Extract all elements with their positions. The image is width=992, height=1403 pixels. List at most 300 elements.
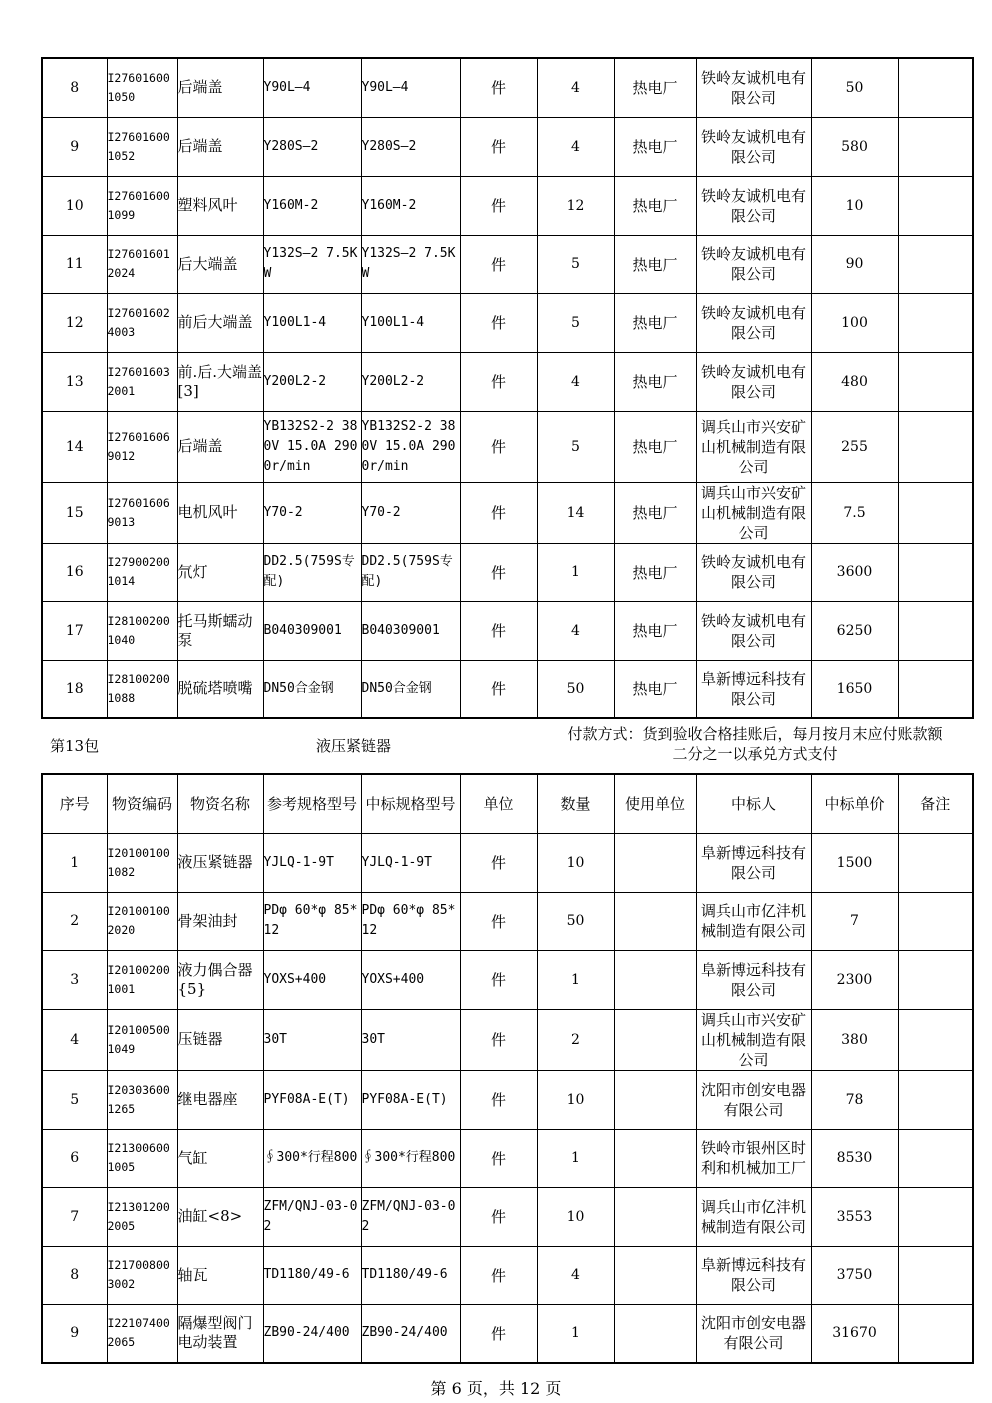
- cell-ref-spec-text: YB132S2-2 380V 15.0A 2900r/min: [263, 418, 358, 474]
- cell-seq: [42, 1304, 107, 1363]
- cell-seq-text: 14: [65, 438, 84, 455]
- cell-price: [811, 352, 898, 411]
- cell-winner: [696, 58, 811, 117]
- cell-price: [811, 293, 898, 352]
- cell-bid-spec: [361, 1304, 460, 1363]
- cell-qty-text: 14: [566, 504, 585, 521]
- cell-bid-spec-text: ∮300*行程800: [361, 1150, 456, 1165]
- cell-price: [811, 176, 898, 235]
- cell-ref-spec-text: ∮300*行程800: [263, 1150, 358, 1165]
- cell-user: [614, 411, 696, 482]
- cell-code: [107, 293, 177, 352]
- table-row: [42, 293, 973, 352]
- cell-code-text: I221074002065: [107, 1316, 170, 1350]
- cell-unit: [460, 892, 537, 950]
- cell-name: [177, 58, 263, 117]
- table-row: [42, 601, 973, 660]
- cell-bid-spec: [361, 892, 460, 950]
- cell-name: [177, 1304, 263, 1363]
- cell-qty: [537, 1246, 614, 1304]
- cell-price-text: 1500: [836, 854, 873, 871]
- cell-price-text: 50: [845, 79, 864, 96]
- package-13-table: [41, 773, 974, 1364]
- cell-seq-text: 12: [65, 314, 84, 331]
- cell-user: [614, 1129, 696, 1187]
- cell-seq-text: 7: [70, 1208, 80, 1225]
- cell-remark: [898, 833, 973, 892]
- cell-user: [614, 601, 696, 660]
- cell-ref-spec: [263, 1187, 361, 1246]
- cell-name-text: 继电器座: [177, 1090, 238, 1108]
- cell-qty: [537, 1304, 614, 1363]
- payment-terms-line2: 二分之一以承兑方式支付: [672, 745, 838, 763]
- cell-code-text: I279002001014: [107, 555, 170, 588]
- cell-qty-text: 1: [571, 971, 580, 988]
- cell-seq-text: 15: [65, 504, 84, 521]
- cell-name-text: 骨架油封: [177, 911, 238, 930]
- header-user: 使用单位: [614, 774, 696, 833]
- items-table-continued: [41, 57, 974, 719]
- cell-price: [811, 660, 898, 718]
- cell-seq-text: 8: [70, 1267, 80, 1283]
- cell-price: [811, 543, 898, 601]
- cell-unit: [460, 482, 537, 543]
- cell-user-text: 热电厂: [632, 373, 678, 391]
- cell-unit: [460, 660, 537, 718]
- cell-code: [107, 1246, 177, 1304]
- header-winner: 中标人: [696, 774, 811, 833]
- cell-seq: [42, 660, 107, 718]
- cell-bid-spec-text: Y280S—2: [361, 138, 417, 154]
- cell-user: [614, 1187, 696, 1246]
- cell-name: [177, 543, 263, 601]
- cell-winner-text: 沈阳市创安电器有限公司: [700, 1314, 806, 1353]
- cell-unit-text: 件: [490, 1266, 506, 1285]
- cell-unit-text: 件: [490, 255, 506, 274]
- cell-price-text: 8530: [836, 1150, 873, 1166]
- cell-ref-spec-text: Y200L2-2: [263, 373, 327, 389]
- cell-code-text: I276016012024: [107, 247, 170, 280]
- cell-name: [177, 482, 263, 543]
- cell-user: [614, 1304, 696, 1363]
- cell-name-text: 油缸<8>: [177, 1207, 243, 1225]
- cell-code: [107, 833, 177, 892]
- cell-ref-spec: [263, 543, 361, 601]
- cell-ref-spec: [263, 660, 361, 718]
- cell-seq-text: 13: [65, 373, 84, 390]
- cell-price: [811, 1187, 898, 1246]
- cell-name-text: 气缸: [177, 1148, 208, 1167]
- cell-user-text: 热电厂: [632, 622, 678, 640]
- cell-qty: [537, 411, 614, 482]
- header-code: 物资编码: [107, 774, 177, 833]
- cell-bid-spec-text: Y100L1-4: [361, 314, 425, 330]
- cell-winner: [696, 1070, 811, 1129]
- cell-winner: [696, 892, 811, 950]
- table-row: [42, 1129, 973, 1187]
- cell-user: [614, 660, 696, 718]
- cell-bid-spec: [361, 117, 460, 176]
- cell-seq-text: 6: [70, 1150, 80, 1166]
- cell-seq: [42, 58, 107, 117]
- cell-qty-text: 5: [571, 438, 580, 455]
- cell-name: [177, 1129, 263, 1187]
- cell-qty-text: 10: [566, 1208, 585, 1225]
- cell-qty: [537, 482, 614, 543]
- cell-price: [811, 1129, 898, 1187]
- cell-winner: [696, 1304, 811, 1363]
- cell-seq-text: 8: [70, 79, 80, 96]
- cell-price: [811, 1304, 898, 1363]
- cell-code: [107, 892, 177, 950]
- cell-unit-text: 件: [490, 79, 506, 98]
- cell-winner: [696, 1129, 811, 1187]
- cell-price-text: 1650: [836, 680, 873, 697]
- cell-remark: [898, 950, 973, 1009]
- table-row: [42, 1246, 973, 1304]
- cell-qty: [537, 601, 614, 660]
- table-row: [42, 117, 973, 176]
- cell-code: [107, 352, 177, 411]
- cell-price-text: 255: [841, 438, 868, 455]
- cell-qty: [537, 950, 614, 1009]
- cell-bid-spec-text: ZFM/QNJ-03-02: [361, 1198, 456, 1234]
- cell-qty: [537, 1129, 614, 1187]
- cell-user: [614, 482, 696, 543]
- cell-unit-text: 件: [490, 1324, 506, 1343]
- cell-code: [107, 176, 177, 235]
- cell-code-text: I201002001001: [107, 962, 170, 996]
- cell-qty: [537, 176, 614, 235]
- cell-code-text: I201001002020: [107, 904, 170, 937]
- cell-remark: [898, 482, 973, 543]
- cell-name: [177, 660, 263, 718]
- cell-bid-spec: [361, 293, 460, 352]
- cell-bid-spec: [361, 1070, 460, 1129]
- cell-code-text: I276016001052: [107, 129, 170, 163]
- cell-seq: [42, 950, 107, 1009]
- cell-unit: [460, 235, 537, 293]
- cell-code-text: I203036001265: [107, 1082, 170, 1116]
- cell-bid-spec-text: B040309001: [361, 622, 440, 638]
- cell-winner: [696, 176, 811, 235]
- cell-remark: [898, 176, 973, 235]
- cell-price-text: 2300: [836, 971, 873, 988]
- cell-ref-spec-text: ZB90-24/400: [263, 1325, 350, 1341]
- cell-bid-spec: [361, 58, 460, 117]
- cell-unit-text: 件: [490, 563, 506, 582]
- cell-user: [614, 892, 696, 950]
- cell-bid-spec-text: PYF08A-E(T): [361, 1091, 448, 1107]
- cell-qty-text: 1: [571, 1325, 580, 1342]
- cell-code-text: I276016024003: [107, 305, 170, 339]
- cell-ref-spec: [263, 833, 361, 892]
- cell-unit-text: 件: [490, 854, 506, 872]
- cell-qty-text: 1: [571, 1150, 580, 1166]
- cell-qty-text: 10: [566, 1091, 585, 1108]
- cell-price-text: 3600: [836, 564, 873, 580]
- cell-qty-text: 5: [571, 314, 580, 331]
- cell-code: [107, 235, 177, 293]
- cell-name-text: 前后大端盖: [177, 313, 253, 331]
- cell-name: [177, 892, 263, 950]
- cell-price: [811, 1009, 898, 1070]
- header-bid-spec: 中标规格型号: [361, 774, 460, 833]
- cell-winner-text: 铁岭市银州区时利和机械加工厂: [700, 1139, 806, 1177]
- cell-code: [107, 543, 177, 601]
- cell-winner-text: 铁岭友诚机电有限公司: [700, 186, 806, 225]
- cell-qty: [537, 58, 614, 117]
- cell-price: [811, 117, 898, 176]
- cell-winner-text: 阜新博远科技有限公司: [700, 1256, 806, 1294]
- header-qty: 数量: [537, 774, 614, 833]
- cell-unit: [460, 543, 537, 601]
- cell-unit: [460, 601, 537, 660]
- cell-bid-spec: [361, 1129, 460, 1187]
- cell-qty: [537, 543, 614, 601]
- cell-remark: [898, 892, 973, 950]
- cell-name: [177, 176, 263, 235]
- cell-seq-text: 11: [65, 256, 84, 272]
- cell-code: [107, 1187, 177, 1246]
- cell-code-text: I276016001099: [107, 188, 170, 222]
- cell-winner-text: 调兵山市兴安矿山机械制造有限公司: [700, 1010, 806, 1069]
- cell-user: [614, 950, 696, 1009]
- cell-unit: [460, 1246, 537, 1304]
- cell-code: [107, 1070, 177, 1129]
- cell-qty-text: 10: [566, 854, 585, 871]
- cell-unit-text: 件: [490, 680, 506, 699]
- cell-unit-text: 件: [490, 314, 506, 332]
- cell-winner: [696, 833, 811, 892]
- cell-ref-spec-text: DD2.5(759S专配): [263, 554, 355, 589]
- cell-qty-text: 4: [571, 79, 580, 96]
- cell-remark: [898, 1129, 973, 1187]
- cell-price: [811, 58, 898, 117]
- cell-ref-spec: [263, 1009, 361, 1070]
- page-footer: 第 6 页，共 12 页: [430, 1379, 562, 1398]
- cell-qty: [537, 833, 614, 892]
- table-row: [42, 1304, 973, 1363]
- cell-code: [107, 482, 177, 543]
- cell-name: [177, 117, 263, 176]
- cell-name-text: 氘灯: [177, 562, 208, 581]
- cell-name: [177, 1070, 263, 1129]
- cell-bid-spec-text: Y70-2: [361, 504, 401, 520]
- cell-bid-spec: [361, 482, 460, 543]
- cell-name-text: 后大端盖: [177, 254, 238, 273]
- cell-name-text: 前.后.大端盖[3]: [177, 362, 263, 400]
- cell-price: [811, 833, 898, 892]
- payment-terms: [540, 724, 970, 764]
- cell-bid-spec: [361, 411, 460, 482]
- cell-code: [107, 411, 177, 482]
- cell-winner-text: 阜新博远科技有限公司: [700, 960, 806, 999]
- cell-bid-spec-text: DD2.5(759S专配): [361, 554, 453, 589]
- cell-seq: [42, 293, 107, 352]
- cell-bid-spec: [361, 1187, 460, 1246]
- cell-unit-text: 件: [490, 1208, 506, 1226]
- cell-ref-spec-text: Y100L1-4: [263, 314, 327, 330]
- cell-qty-text: 4: [571, 1267, 580, 1283]
- cell-unit-text: 件: [490, 504, 506, 522]
- cell-name-text: 轴瓦: [177, 1265, 208, 1284]
- cell-user-text: 热电厂: [632, 563, 678, 582]
- cell-seq: [42, 176, 107, 235]
- cell-price-text: 7: [850, 913, 859, 929]
- cell-name-text: 液压紧链器: [177, 853, 253, 871]
- cell-seq: [42, 117, 107, 176]
- cell-bid-spec-text: Y132S—2 7.5KW: [361, 246, 456, 281]
- cell-name-text: 后端盖: [177, 137, 223, 155]
- cell-ref-spec-text: PDφ 60*φ 85*12: [263, 903, 358, 938]
- cell-bid-spec: [361, 1009, 460, 1070]
- cell-user: [614, 833, 696, 892]
- cell-qty-text: 4: [571, 138, 580, 155]
- cell-code: [107, 601, 177, 660]
- header-unit: 单位: [460, 774, 537, 833]
- cell-name-text: 脱硫塔喷嘴: [177, 679, 253, 698]
- cell-user-text: 热电厂: [632, 79, 678, 98]
- cell-winner-text: 铁岭友诚机电有限公司: [700, 553, 806, 591]
- cell-winner-text: 调兵山市兴安矿山机械制造有限公司: [700, 483, 806, 542]
- cell-bid-spec-text: YJLQ-1-9T: [361, 854, 432, 870]
- package-label: 第13包: [50, 737, 100, 755]
- cell-price-text: 380: [841, 1031, 868, 1048]
- cell-name: [177, 1009, 263, 1070]
- cell-user: [614, 1246, 696, 1304]
- cell-bid-spec: [361, 543, 460, 601]
- cell-name-text: 塑料风叶: [177, 196, 238, 214]
- cell-seq: [42, 1246, 107, 1304]
- cell-user: [614, 352, 696, 411]
- cell-seq-text: 5: [70, 1091, 80, 1108]
- cell-ref-spec: [263, 482, 361, 543]
- table-row: [42, 482, 973, 543]
- cell-qty-text: 50: [566, 913, 585, 929]
- table-row: [42, 58, 973, 117]
- cell-seq-text: 3: [70, 971, 80, 988]
- cell-name: [177, 235, 263, 293]
- cell-qty-text: 4: [571, 373, 580, 390]
- cell-unit: [460, 58, 537, 117]
- cell-price: [811, 482, 898, 543]
- cell-ref-spec-text: YJLQ-1-9T: [263, 854, 334, 870]
- cell-remark: [898, 660, 973, 718]
- cell-qty-text: 5: [571, 256, 580, 272]
- cell-remark: [898, 1070, 973, 1129]
- cell-price: [811, 1246, 898, 1304]
- cell-unit: [460, 950, 537, 1009]
- cell-unit: [460, 1129, 537, 1187]
- cell-qty-text: 50: [566, 680, 585, 697]
- cell-code-text: I276016032001: [107, 364, 170, 398]
- header-price: 中标单价: [811, 774, 898, 833]
- cell-qty: [537, 660, 614, 718]
- cell-winner: [696, 543, 811, 601]
- cell-seq-text: 16: [65, 564, 84, 580]
- cell-winner: [696, 352, 811, 411]
- cell-user: [614, 117, 696, 176]
- table-header-row: [42, 774, 973, 833]
- cell-code-text: I276016069012: [107, 429, 170, 463]
- cell-seq: [42, 482, 107, 543]
- cell-ref-spec-text: PYF08A-E(T): [263, 1091, 350, 1107]
- cell-seq-text: 2: [70, 913, 80, 929]
- cell-ref-spec-text: ZFM/QNJ-03-02: [263, 1198, 358, 1234]
- cell-seq: [42, 1009, 107, 1070]
- cell-winner-text: 铁岭友诚机电有限公司: [700, 68, 806, 107]
- cell-code: [107, 660, 177, 718]
- cell-winner-text: 调兵山市亿沣机械制造有限公司: [700, 1197, 806, 1236]
- cell-ref-spec-text: DN50合金钢: [263, 680, 334, 696]
- cell-qty-text: 12: [566, 197, 585, 214]
- cell-winner: [696, 660, 811, 718]
- cell-remark: [898, 1304, 973, 1363]
- cell-ref-spec-text: B040309001: [263, 622, 342, 638]
- cell-bid-spec: [361, 235, 460, 293]
- cell-seq-text: 10: [65, 197, 84, 214]
- cell-user: [614, 235, 696, 293]
- cell-name: [177, 833, 263, 892]
- cell-name-text: 后端盖: [177, 78, 223, 97]
- cell-code: [107, 1009, 177, 1070]
- cell-ref-spec-text: YOXS+400: [263, 971, 327, 987]
- cell-price-text: 580: [841, 138, 868, 155]
- cell-bid-spec-text: YB132S2-2 380V 15.0A 2900r/min: [361, 418, 456, 474]
- cell-bid-spec: [361, 950, 460, 1009]
- cell-bid-spec: [361, 352, 460, 411]
- cell-bid-spec-text: PDφ 60*φ 85*12: [361, 903, 456, 938]
- cell-qty-text: 1: [571, 564, 580, 580]
- cell-ref-spec: [263, 601, 361, 660]
- table-row: [42, 352, 973, 411]
- cell-code-text: I281002001088: [107, 671, 170, 705]
- cell-user-text: 热电厂: [632, 504, 678, 522]
- cell-unit: [460, 176, 537, 235]
- cell-bid-spec-text: TD1180/49-6: [361, 1267, 448, 1282]
- cell-ref-spec-text: TD1180/49-6: [263, 1267, 350, 1282]
- cell-remark: [898, 235, 973, 293]
- cell-winner: [696, 411, 811, 482]
- cell-remark: [898, 601, 973, 660]
- cell-name: [177, 1187, 263, 1246]
- cell-price: [811, 1070, 898, 1129]
- cell-ref-spec: [263, 176, 361, 235]
- table-row: [42, 176, 973, 235]
- cell-qty: [537, 1187, 614, 1246]
- cell-code: [107, 1129, 177, 1187]
- cell-name-text: 液力偶合器{5}: [177, 960, 253, 998]
- cell-qty: [537, 892, 614, 950]
- cell-winner: [696, 601, 811, 660]
- cell-seq: [42, 411, 107, 482]
- header-remark: 备注: [898, 774, 973, 833]
- cell-name-text: 隔爆型阀门电动装置: [177, 1314, 253, 1352]
- cell-price-text: 78: [845, 1091, 864, 1108]
- cell-bid-spec-text: Y200L2-2: [361, 373, 425, 389]
- cell-qty: [537, 1009, 614, 1070]
- cell-bid-spec: [361, 1246, 460, 1304]
- cell-price-text: 100: [841, 314, 868, 331]
- cell-name-text: 压链器: [177, 1030, 223, 1048]
- cell-user: [614, 58, 696, 117]
- cell-winner: [696, 293, 811, 352]
- table-row: [42, 1009, 973, 1070]
- cell-unit-text: 件: [490, 971, 506, 989]
- cell-winner-text: 阜新博远科技有限公司: [700, 669, 806, 708]
- cell-price-text: 90: [845, 256, 864, 272]
